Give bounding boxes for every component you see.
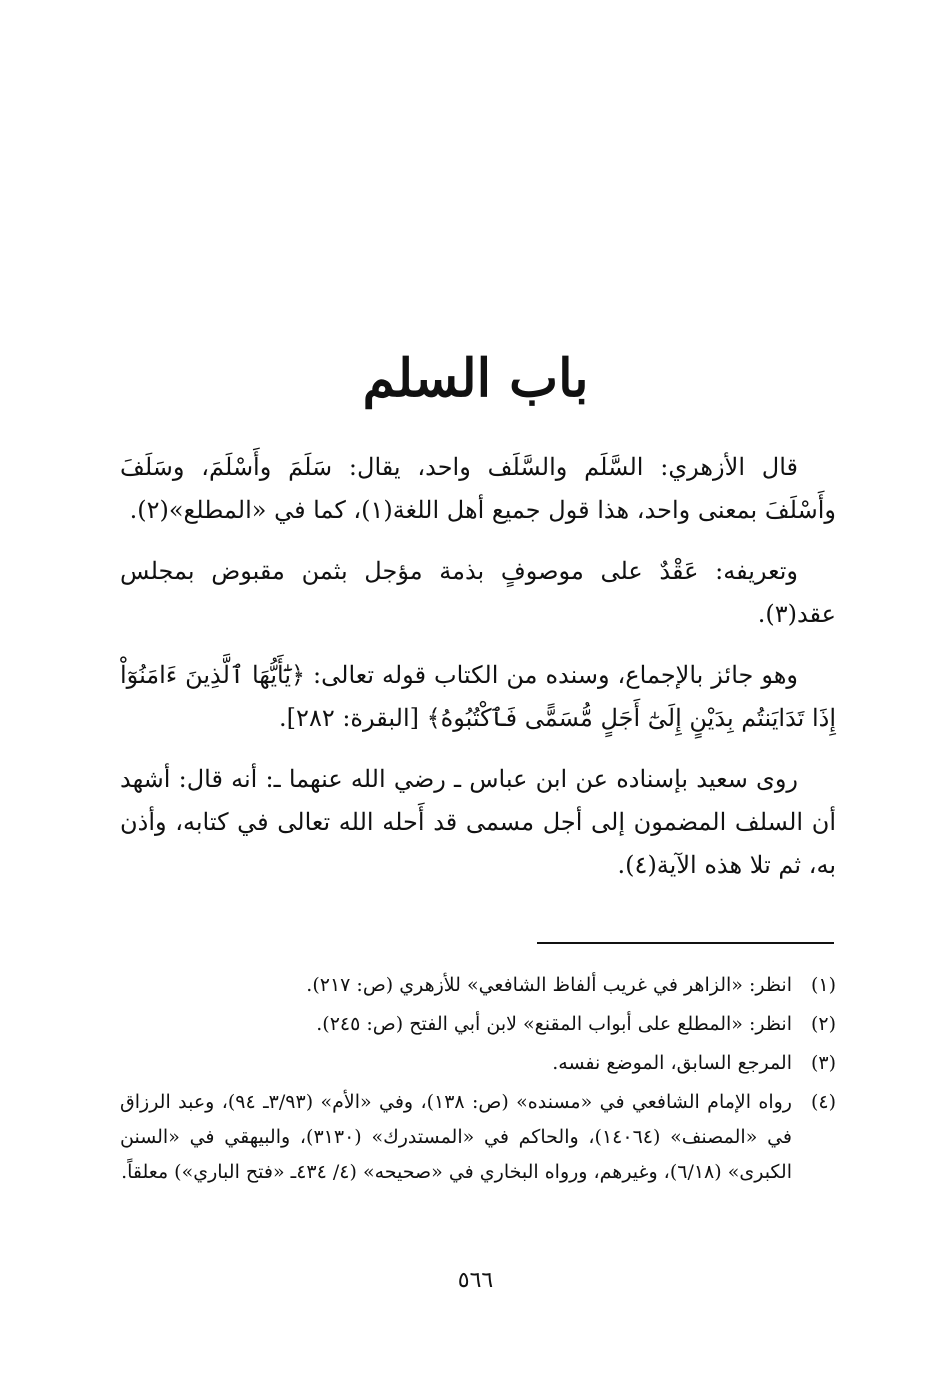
main-text xyxy=(120,446,836,905)
footnote-number: (١) xyxy=(810,974,836,996)
footnote-text: المرجع السابق، الموضع نفسه. xyxy=(552,1052,792,1074)
footnote-text: انظر: «المطلع على أبواب المقنع» لابن أبي الفتح (ص: ٢٤٥). xyxy=(316,1013,792,1035)
paragraph-definition-lexical: قال الأزهري: السَّلَم والسَّلَف واحد، يقال: سَلَمَ وأَسْلَمَ، وسَلَفَ وأَسْلَفَ بمعنى واحد، هذا قول جميع أهل اللغة(١)، كما في «المطلع»(٢). xyxy=(120,453,836,524)
paragraph-evidence-narration: روى سعيد بإسناده عن ابن عباس ـ رضي الله عنهما ـ: أنه قال: أشهد أن السلف المضمون إلى أجل مسمى قد أَحله الله تعالى في كتابه، وأذن به، ثم تلا هذه الآية(٤). xyxy=(120,765,836,879)
page-number: ٥٦٦ xyxy=(457,1268,494,1293)
footnotes xyxy=(120,968,836,1194)
footnote xyxy=(120,1007,836,1042)
footnote-number: (٢) xyxy=(810,1013,836,1035)
footnote xyxy=(120,968,836,1003)
footnote-text: انظر: «الزاهر في غريب ألفاظ الشافعي» للأزهري (ص: ٢١٧). xyxy=(306,974,792,996)
footnote xyxy=(120,1085,836,1190)
footnote-number: (٤) xyxy=(810,1091,836,1113)
footnote-text: رواه الإمام الشافعي في «مسنده» (ص: ١٣٨)، وفي «الأم» (٣/٩٣ـ ٩٤)، وعبد الرزاق في «المصنف» (١٤٠٦٤)، والحاكم في «المستدرك» (٣١٣٠)، والبيهقي في «السنن الكبرى» (٦/١٨)، وغيرهم، ورواه البخاري في «صحيحه» (٤/ ٤٣٤ـ «فتح الباري») معلقاً. xyxy=(120,1091,792,1183)
chapter-title: باب السلم xyxy=(362,348,589,409)
paragraph-evidence-quran: وهو جائز بالإجماع، وسنده من الكتاب قوله تعالى: ﴿يَٰٓأَيُّهَا ٱلَّذِينَ ءَامَنُوٓاْ إِذَا تَدَايَنتُم بِدَيْنٍ إِلَىٰٓ أَجَلٍ مُّسَمًّى فَٱكْتُبُوهُ﴾ [البقرة: ٢٨٢]. xyxy=(120,661,836,732)
paragraph-definition-technical: وتعريفه: عَقْدٌ على موصوفٍ بذمة مؤجل بثمن مقبوض بمجلس عقد(٣). xyxy=(120,557,836,628)
footnote xyxy=(120,1046,836,1081)
footnote-separator xyxy=(537,942,834,944)
footnote-number: (٣) xyxy=(810,1052,836,1074)
